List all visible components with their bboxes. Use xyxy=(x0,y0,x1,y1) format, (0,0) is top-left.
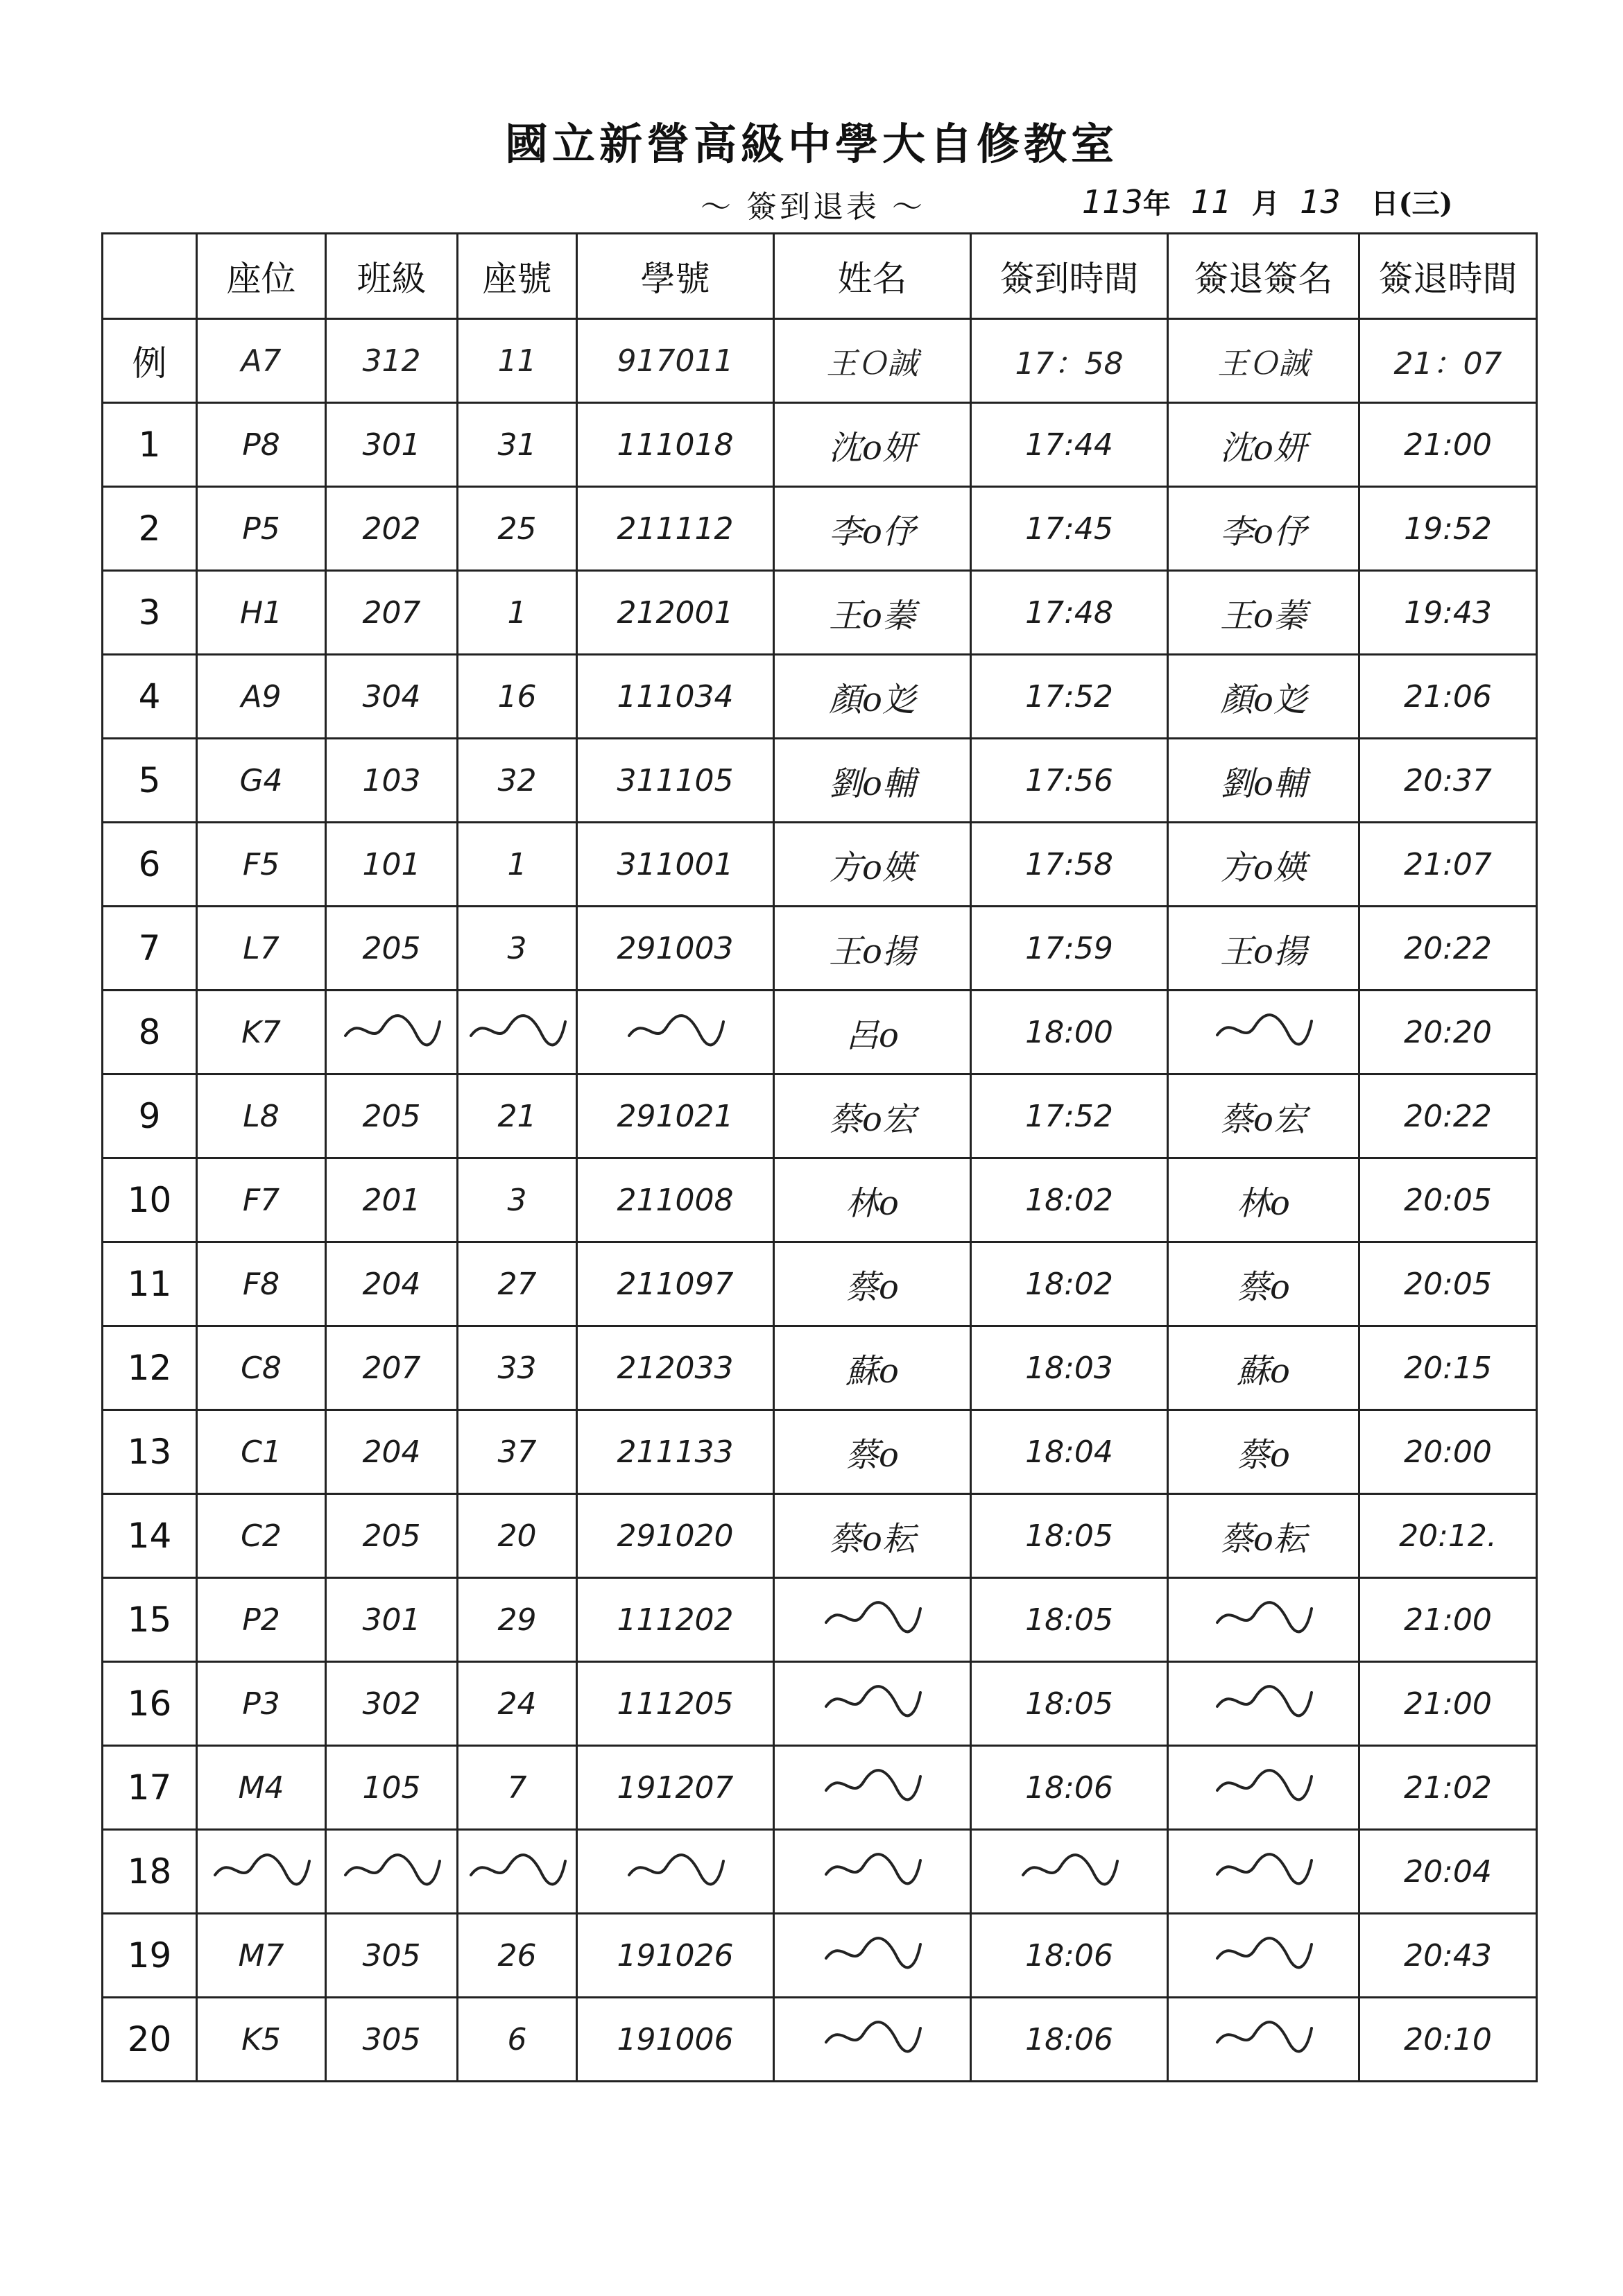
row-index: 19 xyxy=(103,1914,197,1998)
signin-table xyxy=(101,232,1538,2082)
date-month-unit: 月 xyxy=(1251,187,1280,220)
cell-signin-time: 17:48 xyxy=(971,571,1168,655)
row-index: 11 xyxy=(103,1242,197,1326)
cell-signout-signature xyxy=(1168,1746,1359,1830)
cell-signin-time: 18:02 xyxy=(971,1158,1168,1242)
col-header-number: 座號 xyxy=(458,234,577,319)
row-index: 7 xyxy=(103,907,197,991)
table-row xyxy=(103,1410,1537,1494)
cell-signout-signature xyxy=(1168,1914,1359,1998)
cell-student-id: 212033 xyxy=(577,1326,774,1410)
cell-class: 105 xyxy=(326,1746,458,1830)
cell-student-id xyxy=(577,991,774,1074)
cell-signout-signature: 蔡o耘 xyxy=(1168,1494,1359,1578)
cell-student-id: 211112 xyxy=(577,487,774,571)
cell-signout-signature: 蔡o xyxy=(1168,1410,1359,1494)
cell-signin-time: 17:45 xyxy=(971,487,1168,571)
date-month: 11 xyxy=(1191,183,1232,221)
cell-class: 301 xyxy=(326,403,458,487)
cell-student-id: 191207 xyxy=(577,1746,774,1830)
row-index: 12 xyxy=(103,1326,197,1410)
scribble-mark xyxy=(624,1847,728,1889)
sheet-date xyxy=(1082,182,1452,221)
table-row xyxy=(103,403,1537,487)
row-index: 18 xyxy=(103,1830,197,1914)
cell-seat: A9 xyxy=(197,655,326,739)
row-index: 4 xyxy=(103,655,197,739)
scribble-mark xyxy=(821,1847,925,1888)
scribble-mark xyxy=(340,1008,444,1050)
cell-student-id: 917011 xyxy=(577,319,774,403)
header-row xyxy=(103,234,1537,319)
cell-signout-time: 19:43 xyxy=(1359,571,1537,655)
cell-class xyxy=(326,1830,458,1914)
cell-name: 方o媖 xyxy=(774,823,971,907)
cell-number: 32 xyxy=(458,739,577,823)
cell-signout-time: 21:02 xyxy=(1359,1746,1537,1830)
cell-name xyxy=(774,1998,971,2082)
cell-student-id: 191006 xyxy=(577,1998,774,2082)
cell-signin-time: 18:06 xyxy=(971,1746,1168,1830)
table-row xyxy=(103,1074,1537,1158)
cell-signout-time: 20:10 xyxy=(1359,1998,1537,2082)
table-row xyxy=(103,1578,1537,1662)
cell-student-id: 211097 xyxy=(577,1242,774,1326)
scribble-mark xyxy=(821,1930,925,1972)
cell-signout-signature: 蘇o xyxy=(1168,1326,1359,1410)
cell-name: 李o伃 xyxy=(774,487,971,571)
cell-signout-time: 21:07 xyxy=(1359,823,1537,907)
scribble-mark xyxy=(821,2014,925,2056)
cell-signout-time: 20:12. xyxy=(1359,1494,1537,1578)
cell-name: 蘇o xyxy=(774,1326,971,1410)
cell-signin-time: 17:56 xyxy=(971,739,1168,823)
cell-class: 207 xyxy=(326,1326,458,1410)
scribble-mark xyxy=(821,1595,925,1636)
cell-signin-time: 18:02 xyxy=(971,1242,1168,1326)
date-year: 113 xyxy=(1082,183,1143,221)
cell-name xyxy=(774,1830,971,1914)
cell-class: 305 xyxy=(326,1998,458,2082)
table-row xyxy=(103,823,1537,907)
cell-class: 205 xyxy=(326,1074,458,1158)
cell-student-id xyxy=(577,1830,774,1914)
table-row xyxy=(103,1242,1537,1326)
cell-signin-time xyxy=(971,1830,1168,1914)
cell-signout-time: 21:00 xyxy=(1359,403,1537,487)
cell-signout-signature: 王Ｏ誠 xyxy=(1168,319,1359,403)
table-row xyxy=(103,739,1537,823)
cell-name: 蔡o耘 xyxy=(774,1494,971,1578)
cell-seat: L8 xyxy=(197,1074,326,1158)
scribble-mark xyxy=(465,1008,569,1050)
cell-class xyxy=(326,991,458,1074)
cell-seat: A7 xyxy=(197,319,326,403)
row-index: 8 xyxy=(103,991,197,1074)
cell-signout-signature: 王o揚 xyxy=(1168,907,1359,991)
cell-seat: C1 xyxy=(197,1410,326,1494)
scribble-mark xyxy=(465,1847,569,1889)
cell-seat xyxy=(197,1830,326,1914)
row-index: 16 xyxy=(103,1662,197,1746)
cell-signin-time: 18:05 xyxy=(971,1578,1168,1662)
cell-name: 林o xyxy=(774,1158,971,1242)
cell-class: 204 xyxy=(326,1242,458,1326)
cell-signin-time: 17:58 xyxy=(971,823,1168,907)
cell-class: 305 xyxy=(326,1914,458,1998)
cell-number xyxy=(458,1830,577,1914)
cell-number: 31 xyxy=(458,403,577,487)
cell-seat: L7 xyxy=(197,907,326,991)
scribble-mark xyxy=(209,1847,314,1889)
cell-signin-time: 18:05 xyxy=(971,1494,1168,1578)
cell-signout-signature xyxy=(1168,1998,1359,2082)
cell-signout-time: 21:06 xyxy=(1359,655,1537,739)
cell-signout-time: 20:00 xyxy=(1359,1410,1537,1494)
cell-seat: C2 xyxy=(197,1494,326,1578)
table-row xyxy=(103,655,1537,739)
table-row xyxy=(103,991,1537,1074)
cell-signout-time: 20:22 xyxy=(1359,1074,1537,1158)
cell-class: 207 xyxy=(326,571,458,655)
cell-name xyxy=(774,1578,971,1662)
cell-signout-time: 21:00 xyxy=(1359,1662,1537,1746)
cell-number: 3 xyxy=(458,1158,577,1242)
cell-signin-time: 17:44 xyxy=(971,403,1168,487)
row-index: 17 xyxy=(103,1746,197,1830)
cell-signout-signature: 沈o妍 xyxy=(1168,403,1359,487)
cell-name: 蔡o xyxy=(774,1410,971,1494)
cell-number: 6 xyxy=(458,1998,577,2082)
cell-signout-time: 21：07 xyxy=(1359,319,1537,403)
table-row xyxy=(103,487,1537,571)
cell-number: 29 xyxy=(458,1578,577,1662)
cell-seat: P5 xyxy=(197,487,326,571)
cell-number: 1 xyxy=(458,823,577,907)
cell-seat: G4 xyxy=(197,739,326,823)
cell-number: 11 xyxy=(458,319,577,403)
table-row xyxy=(103,1830,1537,1914)
cell-student-id: 311001 xyxy=(577,823,774,907)
table-row xyxy=(103,1746,1537,1830)
cell-student-id: 111202 xyxy=(577,1578,774,1662)
cell-name: 王o蓁 xyxy=(774,571,971,655)
cell-class: 101 xyxy=(326,823,458,907)
cell-class: 204 xyxy=(326,1410,458,1494)
cell-signout-time: 20:20 xyxy=(1359,991,1537,1074)
col-header-class: 班級 xyxy=(326,234,458,319)
cell-signout-signature: 林o xyxy=(1168,1158,1359,1242)
cell-name: 蔡o xyxy=(774,1242,971,1326)
cell-seat: K5 xyxy=(197,1998,326,2082)
cell-seat: M7 xyxy=(197,1914,326,1998)
scribble-mark xyxy=(821,1679,925,1720)
cell-seat: P8 xyxy=(197,403,326,487)
cell-student-id: 291003 xyxy=(577,907,774,991)
cell-name: 蔡o宏 xyxy=(774,1074,971,1158)
cell-number: 33 xyxy=(458,1326,577,1410)
sheet-subtitle: ～ 簽到退表 ～ xyxy=(701,189,925,225)
cell-seat: K7 xyxy=(197,991,326,1074)
cell-class: 103 xyxy=(326,739,458,823)
table-row xyxy=(103,1998,1537,2082)
cell-signout-time: 20:15 xyxy=(1359,1326,1537,1410)
row-index: 2 xyxy=(103,487,197,571)
scribble-mark xyxy=(1212,1595,1316,1636)
cell-student-id: 111205 xyxy=(577,1662,774,1746)
cell-signout-time: 20:37 xyxy=(1359,739,1537,823)
cell-class: 302 xyxy=(326,1662,458,1746)
col-header-student-id: 學號 xyxy=(577,234,774,319)
row-index: 13 xyxy=(103,1410,197,1494)
cell-signout-signature: 李o伃 xyxy=(1168,487,1359,571)
cell-signin-time: 17：58 xyxy=(971,319,1168,403)
cell-signout-signature: 劉o輔 xyxy=(1168,739,1359,823)
cell-name xyxy=(774,1914,971,1998)
cell-signout-signature: 蔡o宏 xyxy=(1168,1074,1359,1158)
scribble-mark xyxy=(624,1008,728,1050)
cell-class: 312 xyxy=(326,319,458,403)
cell-signout-time: 20:05 xyxy=(1359,1242,1537,1326)
cell-signout-time: 20:04 xyxy=(1359,1830,1537,1914)
cell-signin-time: 18:00 xyxy=(971,991,1168,1074)
example-row xyxy=(103,319,1537,403)
row-index: 5 xyxy=(103,739,197,823)
scribble-mark xyxy=(1212,1763,1316,1804)
cell-number: 37 xyxy=(458,1410,577,1494)
cell-number: 27 xyxy=(458,1242,577,1326)
col-header-name: 姓名 xyxy=(774,234,971,319)
cell-number: 25 xyxy=(458,487,577,571)
cell-seat: H1 xyxy=(197,571,326,655)
cell-student-id: 291021 xyxy=(577,1074,774,1158)
table-row xyxy=(103,571,1537,655)
row-index: 例 xyxy=(103,319,197,403)
cell-seat: M4 xyxy=(197,1746,326,1830)
date-year-unit: 年 xyxy=(1142,187,1171,220)
date-day-unit: 日 xyxy=(1371,187,1399,220)
cell-student-id: 291020 xyxy=(577,1494,774,1578)
scribble-mark xyxy=(340,1847,444,1889)
cell-signin-time: 18:04 xyxy=(971,1410,1168,1494)
cell-signin-time: 18:06 xyxy=(971,1914,1168,1998)
col-header-index xyxy=(103,234,197,319)
scribble-mark xyxy=(821,1763,925,1804)
row-index: 3 xyxy=(103,571,197,655)
cell-signin-time: 18:05 xyxy=(971,1662,1168,1746)
cell-name: 呂o xyxy=(774,991,971,1074)
cell-student-id: 212001 xyxy=(577,571,774,655)
cell-signout-time: 20:43 xyxy=(1359,1914,1537,1998)
cell-student-id: 191026 xyxy=(577,1914,774,1998)
cell-number: 3 xyxy=(458,907,577,991)
cell-student-id: 111018 xyxy=(577,403,774,487)
row-index: 14 xyxy=(103,1494,197,1578)
col-header-signin-time: 簽到時間 xyxy=(971,234,1168,319)
cell-name: 劉o輔 xyxy=(774,739,971,823)
sheet-title: 國立新營高級中學大自修教室 xyxy=(504,119,1118,169)
scribble-mark xyxy=(1017,1847,1122,1889)
cell-number: 21 xyxy=(458,1074,577,1158)
cell-seat: F8 xyxy=(197,1242,326,1326)
table-row xyxy=(103,1326,1537,1410)
date-weekday: (三) xyxy=(1398,187,1453,220)
cell-signin-time: 17:52 xyxy=(971,1074,1168,1158)
scribble-mark xyxy=(1212,1930,1316,1972)
col-header-signout-signature: 簽退簽名 xyxy=(1168,234,1359,319)
cell-class: 201 xyxy=(326,1158,458,1242)
table-row xyxy=(103,907,1537,991)
cell-number: 24 xyxy=(458,1662,577,1746)
cell-class: 301 xyxy=(326,1578,458,1662)
cell-signin-time: 18:03 xyxy=(971,1326,1168,1410)
cell-name xyxy=(774,1746,971,1830)
cell-name: 沈o妍 xyxy=(774,403,971,487)
cell-student-id: 211133 xyxy=(577,1410,774,1494)
col-header-signout-time: 簽退時間 xyxy=(1359,234,1537,319)
cell-student-id: 211008 xyxy=(577,1158,774,1242)
date-day: 13 xyxy=(1300,183,1341,221)
cell-student-id: 311105 xyxy=(577,739,774,823)
cell-signout-signature xyxy=(1168,1662,1359,1746)
scribble-mark xyxy=(1212,1679,1316,1720)
cell-signin-time: 18:06 xyxy=(971,1998,1168,2082)
scribble-mark xyxy=(1212,1847,1316,1888)
cell-seat: P3 xyxy=(197,1662,326,1746)
cell-seat: F5 xyxy=(197,823,326,907)
cell-signout-signature xyxy=(1168,1578,1359,1662)
cell-class: 205 xyxy=(326,1494,458,1578)
cell-number: 16 xyxy=(458,655,577,739)
row-index: 1 xyxy=(103,403,197,487)
row-index: 9 xyxy=(103,1074,197,1158)
cell-name: 王o揚 xyxy=(774,907,971,991)
cell-student-id: 111034 xyxy=(577,655,774,739)
cell-class: 202 xyxy=(326,487,458,571)
cell-signout-signature xyxy=(1168,1830,1359,1914)
row-index: 15 xyxy=(103,1578,197,1662)
row-index: 20 xyxy=(103,1998,197,2082)
cell-seat: C8 xyxy=(197,1326,326,1410)
cell-signout-signature: 王o蓁 xyxy=(1168,571,1359,655)
cell-seat: F7 xyxy=(197,1158,326,1242)
cell-signout-signature: 顏o彣 xyxy=(1168,655,1359,739)
cell-name xyxy=(774,1662,971,1746)
cell-signin-time: 17:52 xyxy=(971,655,1168,739)
cell-name: 顏o彣 xyxy=(774,655,971,739)
scribble-mark xyxy=(1212,2014,1316,2056)
table-row xyxy=(103,1158,1537,1242)
cell-signout-signature: 蔡o xyxy=(1168,1242,1359,1326)
cell-name: 王Ｏ誠 xyxy=(774,319,971,403)
cell-signout-time: 20:05 xyxy=(1359,1158,1537,1242)
table-row xyxy=(103,1914,1537,1998)
table-row xyxy=(103,1494,1537,1578)
cell-number: 7 xyxy=(458,1746,577,1830)
cell-signout-time: 20:22 xyxy=(1359,907,1537,991)
row-index: 10 xyxy=(103,1158,197,1242)
cell-signout-time: 21:00 xyxy=(1359,1578,1537,1662)
cell-class: 205 xyxy=(326,907,458,991)
scribble-mark xyxy=(1212,1007,1316,1049)
cell-number: 20 xyxy=(458,1494,577,1578)
cell-number: 1 xyxy=(458,571,577,655)
cell-class: 304 xyxy=(326,655,458,739)
col-header-seat: 座位 xyxy=(197,234,326,319)
row-index: 6 xyxy=(103,823,197,907)
table-row xyxy=(103,1662,1537,1746)
cell-signin-time: 17:59 xyxy=(971,907,1168,991)
cell-number xyxy=(458,991,577,1074)
cell-number: 26 xyxy=(458,1914,577,1998)
cell-signout-signature: 方o媖 xyxy=(1168,823,1359,907)
cell-seat: P2 xyxy=(197,1578,326,1662)
cell-signout-time: 19:52 xyxy=(1359,487,1537,571)
cell-signout-signature xyxy=(1168,991,1359,1074)
